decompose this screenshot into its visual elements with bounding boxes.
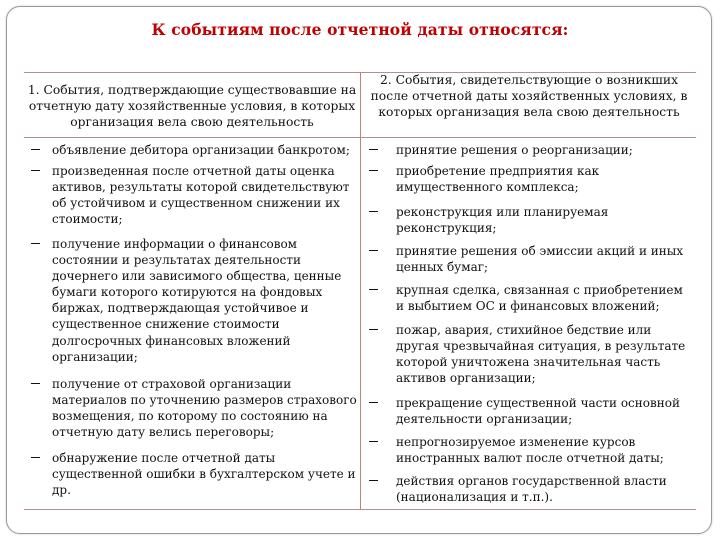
dash-bullet bbox=[369, 441, 378, 442]
list-item-text: обнаружение после отчетной даты существенной ошибки в бухгалтерском учете и др. bbox=[52, 451, 356, 498]
list-item-text: действия органов государственной власти (национализация и т.п.). bbox=[396, 474, 667, 505]
dash-bullet bbox=[369, 250, 378, 251]
column-2-header: 2. События, свидетельствующие о возникших после отчетной даты хозяйственных условиях, в которых организация вела свою деятельность bbox=[370, 73, 688, 119]
dash-bullet bbox=[31, 383, 40, 384]
dash-bullet bbox=[31, 149, 40, 150]
list-item-text: приобретение предприятия как имущественного комплекса; bbox=[396, 164, 600, 195]
table-bottom-rule bbox=[24, 509, 696, 510]
list-item-text: принятие решения об эмиссии акций и иных ценных бумаг; bbox=[396, 244, 684, 275]
list-item-text: реконструкция или планируемая реконструкция; bbox=[396, 205, 609, 236]
dash-bullet bbox=[31, 457, 40, 458]
column-1-header: 1. События, подтверждающие существовавшие на отчетную дату хозяйственные условия, в которых организация вела свою деятельность bbox=[27, 83, 357, 129]
dash-bullet bbox=[369, 170, 378, 171]
dash-bullet bbox=[369, 480, 378, 481]
table-column-divider bbox=[360, 72, 361, 509]
dash-bullet bbox=[369, 211, 378, 212]
dash-bullet bbox=[369, 329, 378, 330]
list-item-text: пожар, авария, стихийное бедствие или другая чрезвычайная ситуация, в результате которой уничтожена значительная часть активов организации; bbox=[396, 323, 686, 386]
dash-bullet bbox=[369, 289, 378, 290]
list-item-text: прекращение существенной части основной деятельности организации; bbox=[396, 396, 680, 427]
list-item-text: непрогнозируемое изменение курсов иностранных валют после отчетной даты; bbox=[396, 435, 664, 466]
list-item-text: крупная сделка, связанная с приобретением и выбытием ОС и финансовых вложений; bbox=[396, 283, 683, 314]
list-item-text: произведенная после отчетной даты оценка активов, результаты которой свидетельствуют об устойчивом и существенном снижении их стоимости; bbox=[52, 164, 350, 227]
list-item-text: принятие решения о реорганизации; bbox=[396, 143, 633, 157]
dash-bullet bbox=[369, 149, 378, 150]
dash-bullet bbox=[31, 170, 40, 171]
dash-bullet bbox=[369, 402, 378, 403]
list-item-text: объявление дебитора организации банкротом; bbox=[52, 143, 350, 157]
list-item-text: получение информации о финансовом состоянии и результатах деятельности дочернего или зависимого общества, ценные бумаги которого котируются на фондовых биржах, подтверждающая устойчивое и существенное снижение стоимости долгосрочных финансовых вложений организации; bbox=[52, 237, 342, 364]
slide-title: К событиям после отчетной даты относятся: bbox=[151, 20, 569, 39]
dash-bullet bbox=[31, 243, 40, 244]
list-item-text: получение от страховой организации материалов по уточнению размеров страхового возмещения, по которому по состоянию на отчетную дату велись переговоры; bbox=[52, 377, 357, 440]
